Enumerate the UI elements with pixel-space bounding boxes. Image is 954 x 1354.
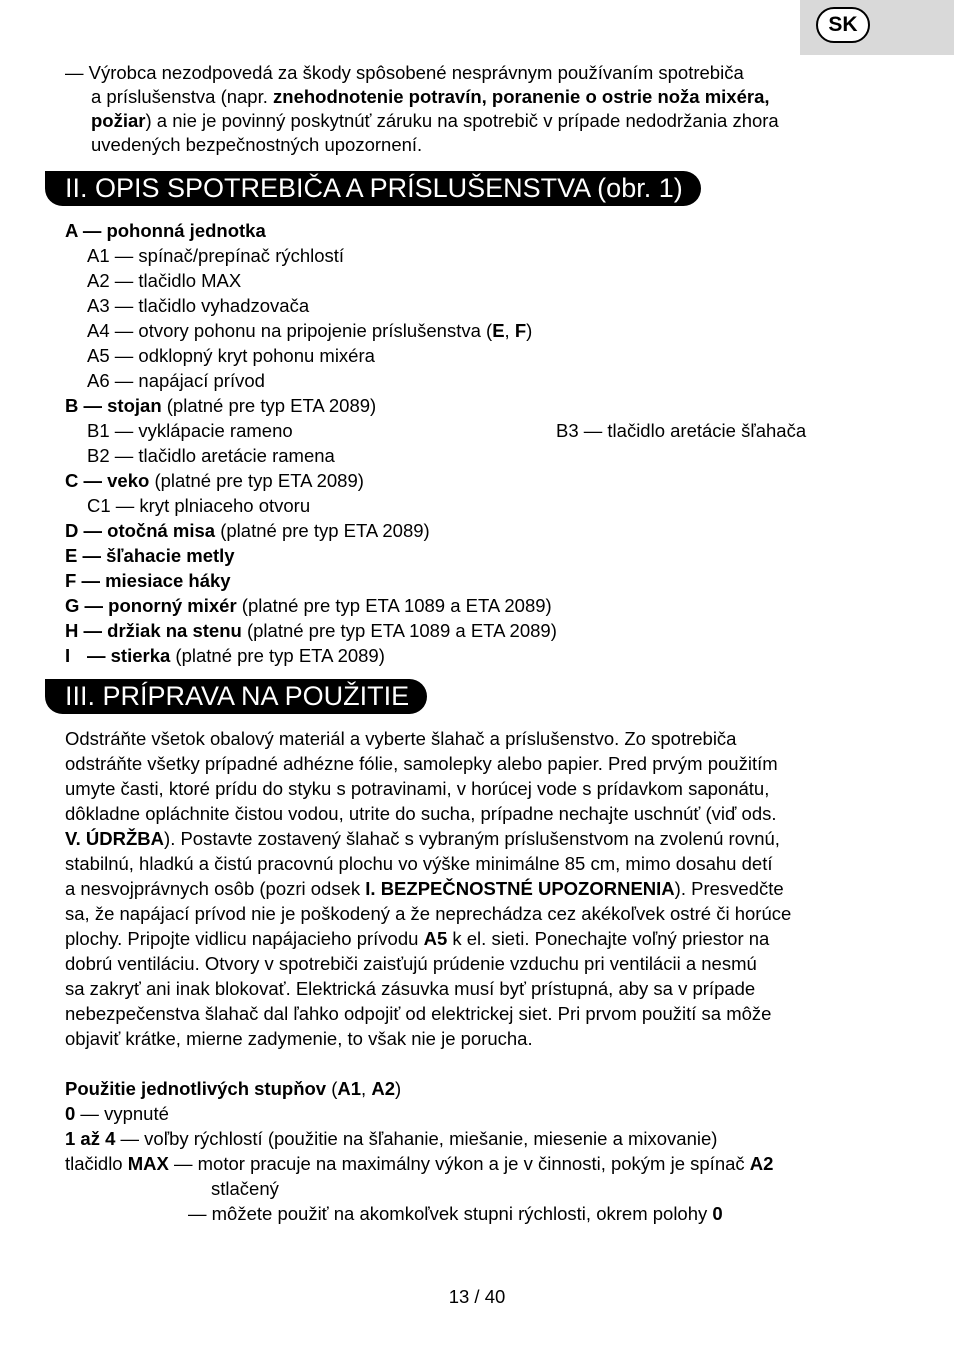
paragraph-line: a nesvojprávnych osôb (pozri odsek I. BEZPEČNOSTNÉ UPOZORNENIA). Presvedčte: [65, 878, 784, 899]
intro-line-3: požiar) a nie je povinný poskytnúť záruku na spotrebič v prípade nedodržania zhora: [91, 110, 779, 131]
page-number: 13 / 40: [448, 1286, 506, 1307]
speed-1-4: 1 až 4 — voľby rýchlostí (použitie na šľahanie, miešanie, miesenie a mixovanie): [65, 1128, 718, 1149]
item-I: — stierka (platné pre typ ETA 2089): [87, 645, 385, 666]
item-B: B — stojan (platné pre typ ETA 2089): [65, 395, 377, 416]
item-A6: A6 — napájací prívod: [87, 370, 265, 391]
usage-heading: Použitie jednotlivých stupňov (A1, A2): [65, 1078, 402, 1099]
language-badge: SK: [816, 7, 870, 43]
item-C: C — veko (platné pre typ ETA 2089): [65, 470, 364, 491]
paragraph-line: odstráňte všetky prípadné adhézne fólie, samolepky alebo papier. Pred prvým použitím: [65, 753, 778, 774]
item-D: D — otočná misa (platné pre typ ETA 2089): [65, 520, 430, 541]
intro-line-4: uvedených bezpečnostných upozornení.: [91, 134, 423, 155]
item-F: F — miesiace háky: [65, 570, 231, 591]
speed-off: 0 — vypnuté: [65, 1103, 169, 1124]
paragraph-line: sa, že napájací prívod nie je poškodený a že neprechádza cez akékoľvek ostré či horúce: [65, 903, 792, 924]
paragraph-line: V. ÚDRŽBA). Postavte zostavený šlahač s vybraným príslušenstvom na zvolenú rovnú,: [65, 828, 780, 849]
paragraph-line: dobrú ventiláciu. Otvory v spotrebiči zaisťujú prúdenie vzduchu pri ventilácii a nesmú: [65, 953, 757, 974]
paragraph-line: sa zakryť ani inak blokovať. Elektrická zásuvka musí byť prístupná, aby sa v prípade: [65, 978, 756, 999]
item-A4: A4 — otvory pohonu na pripojenie príslušenstva (E, F): [87, 320, 533, 341]
item-I-letter: I: [65, 645, 71, 666]
max-button-line-2: stlačený: [211, 1178, 279, 1199]
paragraph-line: Odstráňte všetok obalový materiál a vyberte šlahač a príslušenstvo. Zo spotrebiča: [65, 728, 737, 749]
intro-line-1: — Výrobca nezodpovedá za škody spôsobené nesprávnym používaním spotrebiča: [65, 62, 744, 83]
paragraph-line: plochy. Pripojte vidlicu napájacieho prívodu A5 k el. sieti. Ponechajte voľný priestor na: [65, 928, 770, 949]
item-B3: B3 — tlačidlo aretácie šľahača: [556, 420, 807, 441]
max-button-line-3: — môžete použiť na akomkoľvek stupni rýchlosti, okrem polohy 0: [188, 1203, 723, 1224]
item-B2: B2 — tlačidlo aretácie ramena: [87, 445, 335, 466]
section-heading-description: II. OPIS SPOTREBIČA A PRÍSLUŠENSTVA (obr. 1): [45, 171, 701, 206]
paragraph-line: dôkladne opláchnite čistou vodou, utrite do sucha, prípadne nechajte uschnúť (viď ods.: [65, 803, 777, 824]
item-A: A — pohonná jednotka: [65, 220, 266, 241]
item-H: H — držiak na stenu (platné pre typ ETA 1089 a ETA 2089): [65, 620, 557, 641]
item-A1: A1 — spínač/prepínač rýchlostí: [87, 245, 345, 266]
item-E: E — šľahacie metly: [65, 545, 235, 566]
paragraph-line: stabilnú, hladkú a čistú pracovnú plochu vo výške minimálne 85 cm, mimo dosahu detí: [65, 853, 773, 874]
paragraph-line: umyte časti, ktoré prídu do styku s potravinami, v horúcej vode s prídavkom saponátu,: [65, 778, 770, 799]
intro-line-2: a príslušenstva (napr. znehodnotenie potravín, poranenie o ostrie noža mixéra,: [91, 86, 770, 107]
item-A5: A5 — odklopný kryt pohonu mixéra: [87, 345, 375, 366]
paragraph-line: nebezpečenstva šlahač dal ľahko odpojiť od elektrickej siet. Pri prvom použití sa môže: [65, 1003, 772, 1024]
item-B1: B1 — vyklápacie rameno: [87, 420, 293, 441]
item-G: G — ponorný mixér (platné pre typ ETA 1089 a ETA 2089): [65, 595, 552, 616]
item-C1: C1 — kryt plniaceho otvoru: [87, 495, 311, 516]
section-heading-preparation: III. PRÍPRAVA NA POUŽITIE: [45, 679, 427, 714]
paragraph-line: objaviť krátke, mierne zadymenie, to však nie je porucha.: [65, 1028, 533, 1049]
item-A2: A2 — tlačidlo MAX: [87, 270, 242, 291]
item-A3: A3 — tlačidlo vyhadzovača: [87, 295, 310, 316]
language-tab: [800, 0, 954, 55]
max-button-line: tlačidlo MAX — motor pracuje na maximálny výkon a je v činnosti, pokým je spínač A2: [65, 1153, 774, 1174]
